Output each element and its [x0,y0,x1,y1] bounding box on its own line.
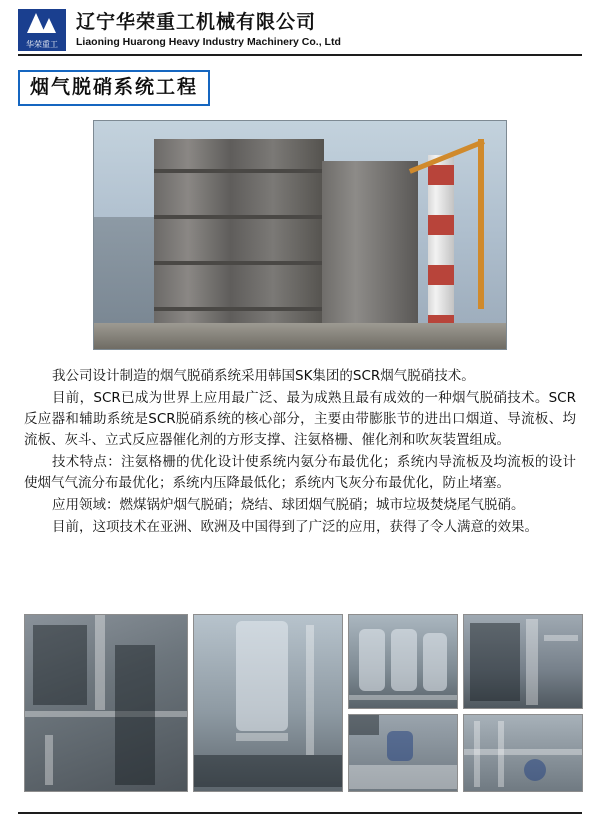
body-paragraph-3: 技术特点：注氨格栅的优化设计使系统内氨分布最优化；系统内导流板及均流板的设计使烟气气流分布最优化；系统内压降最低化；系统内飞灰分布最优化，防止堵塞。 [24,454,576,491]
header-divider [18,54,582,56]
hero-crane-mast [478,139,484,309]
hero-chimney [428,155,454,350]
photo-ammonia-storage-tanks [348,614,458,709]
company-name-en: Liaoning Huarong Heavy Industry Machinery Co., Ltd [76,36,341,48]
page-title: 烟气脱硝系统工程 [30,76,199,98]
section-title-wrap [18,70,210,106]
body-text [24,366,576,538]
photo-catalyst-installation [348,714,458,792]
body-paragraph-5: 目前，这项技术在亚洲、欧洲及中国得到了广泛的应用，获得了令人满意的效果。 [52,519,538,535]
logo-caption: 华荣重工 [18,39,66,51]
hero-ground [94,323,506,349]
body-paragraph-4: 应用领域：燃煤锅炉烟气脱硝；烧结、球团烟气脱硝；城市垃圾焚烧尾气脱硝。 [52,497,525,513]
company-name-cn: 辽宁华荣重工机械有限公司 [76,12,317,33]
hero-photo-scr-plant [93,120,507,350]
section-title-banner [18,70,210,106]
photo-ammonia-injection-duct [193,614,343,792]
hero-secondary-building [322,161,418,350]
company-logo [18,9,66,51]
company-name-block [76,11,341,49]
photo-piping-system [463,714,583,792]
page-header [0,0,600,52]
mountain-logo-icon [18,9,66,39]
footer-divider [18,812,582,814]
photo-scr-reactor-structure [24,614,188,792]
hero-boiler-building [154,139,324,350]
body-paragraph-2: 目前，SCR已成为世界上应用最广泛、最为成熟且最有成效的一种烟气脱硝技术。SCR反应器和辅助系统是SCR脱硝系统的核心部分，主要由带膨胀节的进出口烟道、导流板、均流板、灰斗、立式反应器催化剂的方形支撑、注氨格栅、催化剂和吹灰装置组成。 [24,390,576,448]
body-paragraph-1: 我公司设计制造的烟气脱硝系统采用韩国SK集团的SCR烟气脱硝技术。 [52,368,475,384]
photo-reactor-casing [463,614,583,709]
photo-gallery [24,614,576,792]
